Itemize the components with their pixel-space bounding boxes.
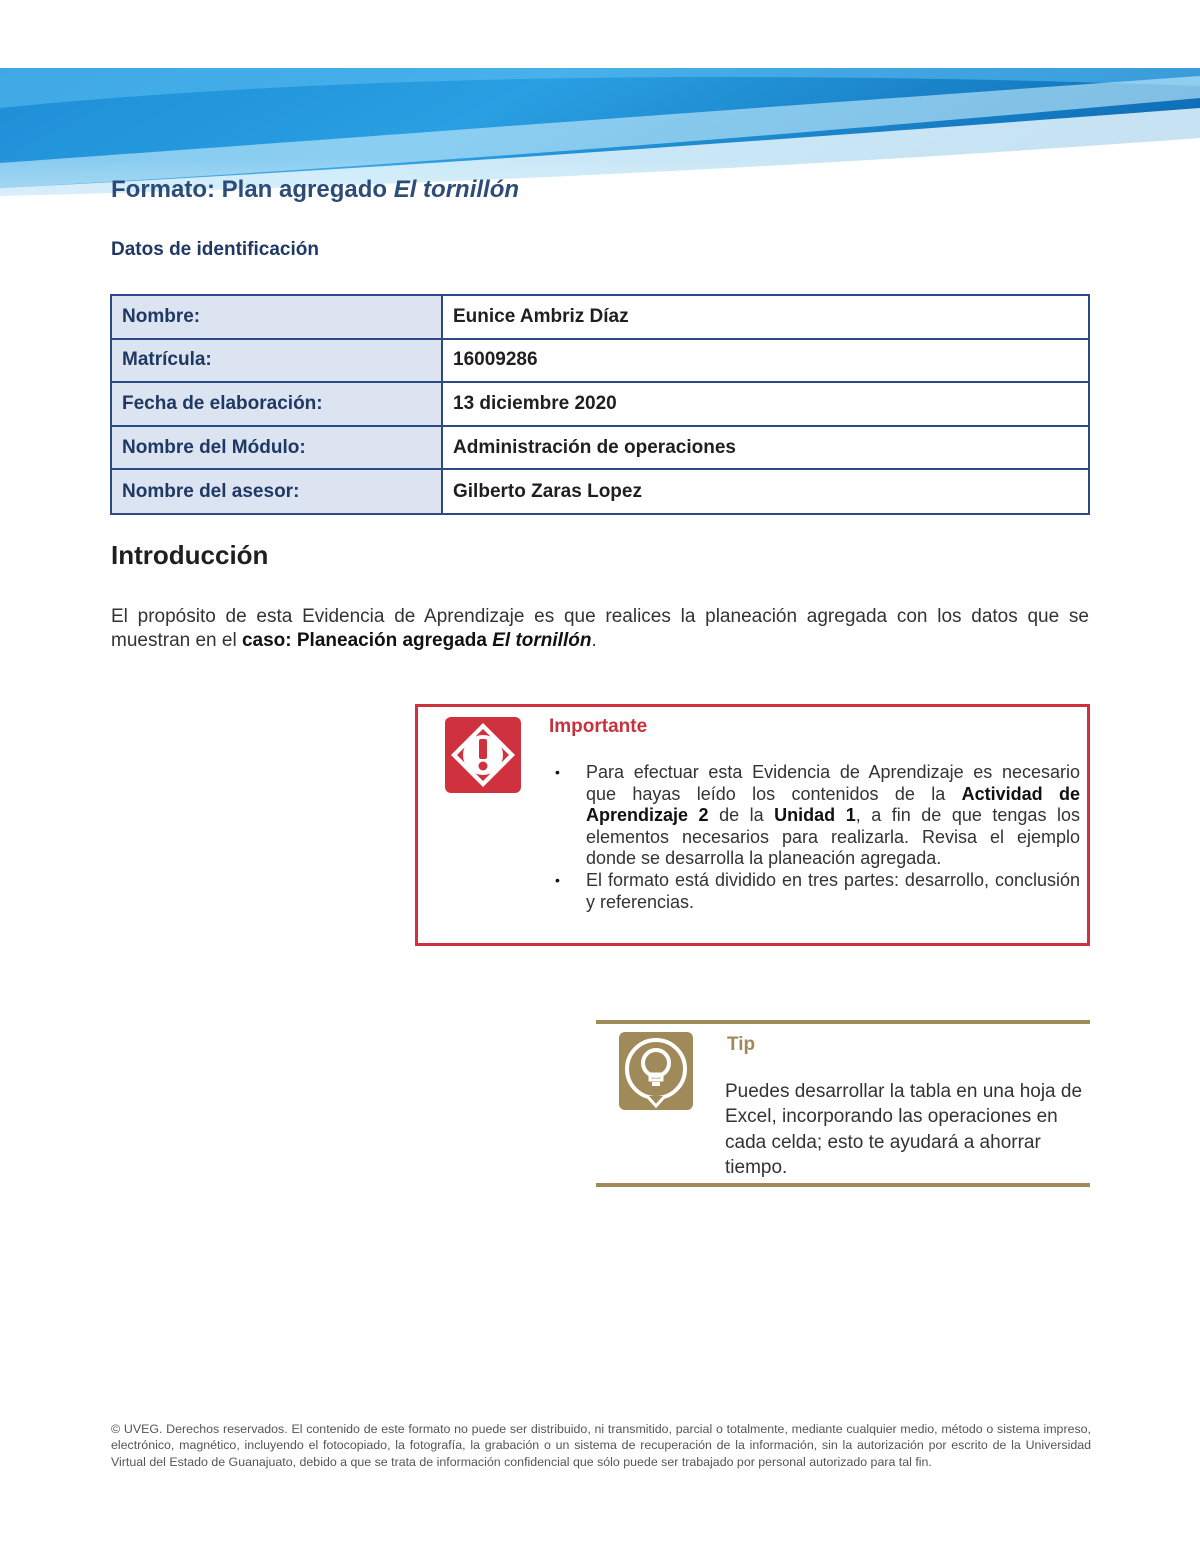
item-text: , a fin de que tengas los elementos necesarios para realizarla. Revisa el ejemplo donde se desarrolla la planeación agregada. bbox=[586, 805, 1080, 869]
title-italic: El tornillón bbox=[393, 176, 520, 203]
important-title: Importante bbox=[549, 716, 648, 737]
intro-bold: caso: Planeación agregada bbox=[241, 630, 493, 651]
introduction-heading: Introducción bbox=[111, 540, 269, 570]
intro-period: . bbox=[591, 630, 597, 651]
table-row bbox=[111, 426, 1089, 470]
list-item bbox=[550, 762, 1080, 870]
item-bold: Unidad 1 bbox=[774, 805, 856, 826]
title-text: Formato: Plan agregado bbox=[111, 176, 394, 203]
identification-table bbox=[110, 294, 1090, 515]
tip-text: Puedes desarrollar la tabla en una hoja de Excel, incorporando las operaciones en cada celda; esto te ayudará a ahorrar tiempo. bbox=[725, 1081, 1083, 1178]
tip-title: Tip bbox=[727, 1034, 756, 1055]
important-callout bbox=[415, 704, 1090, 946]
warning-icon bbox=[445, 717, 521, 793]
bullet-icon: • bbox=[555, 764, 560, 780]
intro-text: El propósito de esta Evidencia de Aprendizaje es que realices la planeación agregada con los datos que se muestran en el bbox=[111, 606, 1089, 651]
table-row bbox=[111, 382, 1089, 426]
tip-callout bbox=[596, 1020, 1090, 1187]
row-label: Matrícula: bbox=[111, 339, 442, 383]
item-text: El formato está dividido en tres partes: desarrollo, conclusión y referencias. bbox=[586, 869, 1080, 912]
introduction-paragraph bbox=[111, 605, 1089, 653]
intro-bold-italic: El tornillón bbox=[492, 630, 592, 651]
bullet-icon: • bbox=[555, 871, 560, 888]
row-value: Eunice Ambriz Díaz bbox=[442, 295, 1089, 339]
important-list bbox=[550, 762, 1080, 913]
row-label: Nombre del Módulo: bbox=[111, 426, 442, 470]
item-text: de la bbox=[708, 805, 775, 826]
row-value: Gilberto Zaras Lopez bbox=[442, 469, 1089, 514]
item-text: Para efectuar esta Evidencia de Aprendizaje es necesario que hayas leído los contenidos de la bbox=[586, 762, 1080, 804]
row-label: Nombre: bbox=[111, 295, 442, 339]
table-row bbox=[111, 469, 1089, 514]
row-label: Nombre del asesor: bbox=[111, 469, 442, 514]
copyright-footer: © UVEG. Derechos reservados. El contenido de este formato no puede ser distribuido, ni transmitido, parcial o totalmente, mediante cualquier medio, método o sistema impreso, electrónico, magnético, incluyendo el fotocopiado, la fotografía, la grabación o un sistema de recuperación de la información, sin la autorización por escrito de la Universidad Virtual del Estado de Guanajuato, debido a que se trata de información confidencial que sólo puede ser trabajado por personal autorizado para tal fin. bbox=[111, 1422, 1091, 1469]
identification-heading: Datos de identificación bbox=[111, 239, 319, 260]
lightbulb-icon bbox=[619, 1032, 693, 1110]
row-value: 13 diciembre 2020 bbox=[442, 382, 1089, 426]
list-item bbox=[550, 870, 1080, 913]
item-bold: Actividad de Aprendizaje 2 bbox=[586, 783, 1080, 826]
row-value: 16009286 bbox=[442, 339, 1089, 383]
document-title bbox=[111, 176, 519, 204]
table-row bbox=[111, 295, 1089, 339]
table-row bbox=[111, 339, 1089, 383]
row-label: Fecha de elaboración: bbox=[111, 382, 442, 426]
row-value: Administración de operaciones bbox=[442, 426, 1089, 470]
